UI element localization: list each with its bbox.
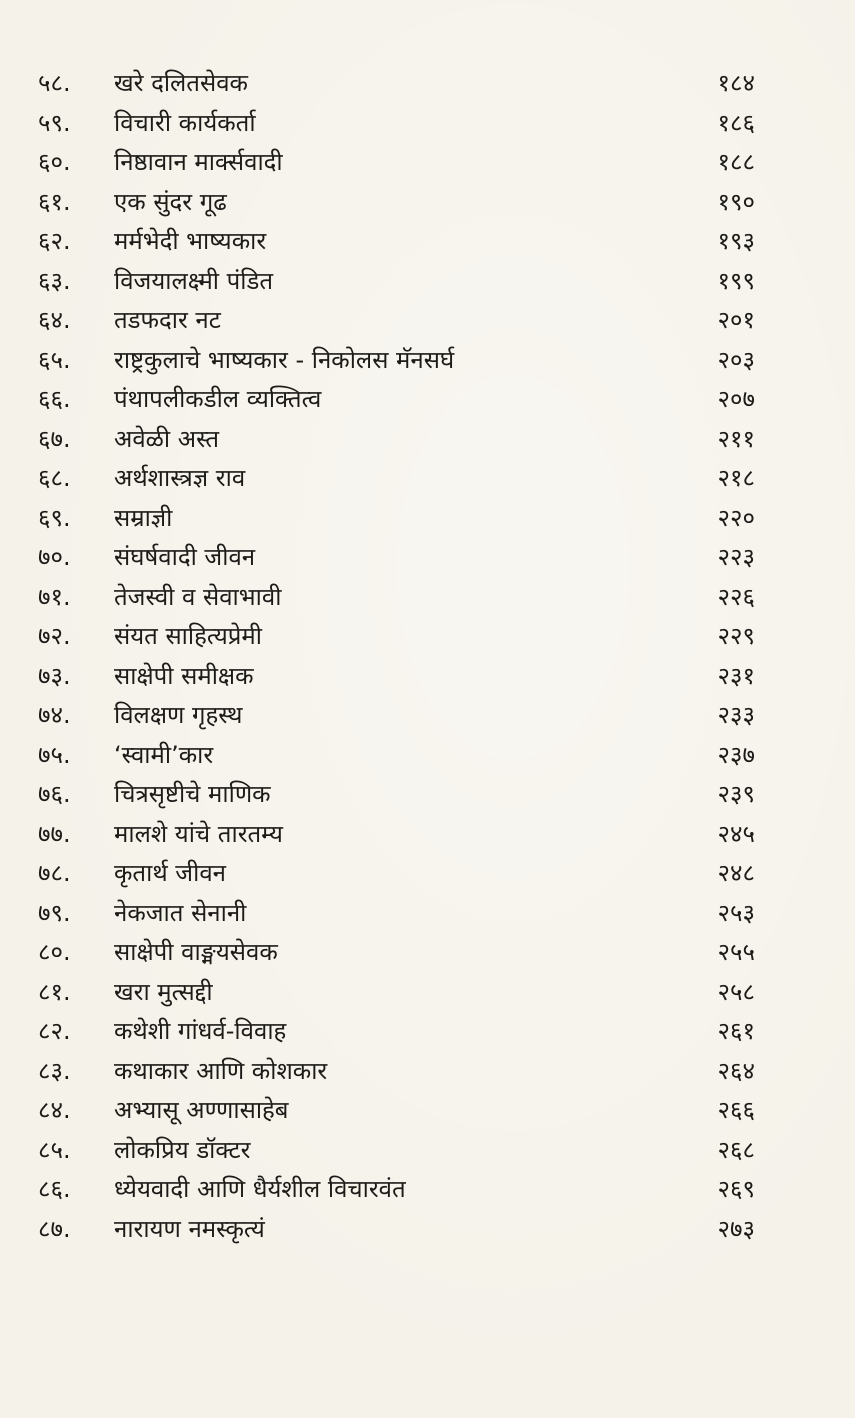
toc-entry xyxy=(0,973,855,1013)
entry-number: ६७. xyxy=(38,424,71,453)
entry-page-number: २०७ xyxy=(717,385,755,413)
entry-title: लोकप्रिय डॉक्टर xyxy=(114,1135,251,1164)
entry-title: चित्रसृष्टीचे माणिक xyxy=(114,780,271,808)
entry-title: खरे दलितसेवक xyxy=(114,69,248,97)
entry-page-number: २२९ xyxy=(717,622,755,650)
entry-number: ६९. xyxy=(38,503,71,532)
entry-title: कथेशी गांधर्व-विवाह xyxy=(114,1017,287,1045)
toc-entry xyxy=(0,1131,855,1171)
entry-page-number: २५३ xyxy=(717,898,755,927)
toc-entry xyxy=(0,736,855,776)
entry-number: ८७. xyxy=(38,1214,71,1243)
toc-entry xyxy=(0,538,855,578)
entry-page-number: २६१ xyxy=(717,1017,755,1045)
toc-entry xyxy=(0,183,855,223)
toc-entry xyxy=(0,1091,855,1131)
toc-entry xyxy=(0,143,855,183)
toc-entry xyxy=(0,1052,855,1092)
entry-number: ८३. xyxy=(38,1056,71,1085)
entry-title: पंथापलीकडील व्यक्तित्व xyxy=(114,385,322,413)
entry-number: ६१. xyxy=(38,187,71,216)
entry-title: ध्येयवादी आणि धैर्यशील विचारवंत xyxy=(114,1175,406,1203)
toc-entry xyxy=(0,933,855,973)
entry-page-number: २२६ xyxy=(717,582,755,611)
entry-page-number: १८८ xyxy=(717,148,755,176)
entry-title: साक्षेपी वाङ्मयसेवक xyxy=(114,938,278,966)
entry-page-number: २१८ xyxy=(717,464,755,492)
entry-number: ७६. xyxy=(38,780,71,808)
entry-number: ७४. xyxy=(38,701,71,729)
entry-page-number: २५८ xyxy=(717,977,755,1006)
toc-entry xyxy=(0,775,855,815)
entry-title: तडफदार नट xyxy=(114,306,221,334)
entry-number: ७२. xyxy=(38,622,71,650)
entry-title: साक्षेपी समीक्षक xyxy=(114,661,254,690)
entry-number: ७९. xyxy=(38,898,71,927)
entry-page-number: १९० xyxy=(717,187,755,216)
entry-number: ८४. xyxy=(38,1096,71,1124)
entry-number: ८१. xyxy=(38,977,71,1006)
toc-entry xyxy=(0,341,855,381)
toc-entry xyxy=(0,380,855,420)
entry-number: ५९. xyxy=(38,108,71,137)
entry-page-number: २२३ xyxy=(717,543,755,571)
entry-title: संघर्षवादी जीवन xyxy=(114,543,256,571)
entry-page-number: २६८ xyxy=(717,1135,755,1164)
entry-page-number: २०३ xyxy=(717,345,755,374)
entry-title: नेकजात सेनानी xyxy=(114,898,247,927)
entry-page-number: १९९ xyxy=(717,266,755,295)
entry-number: ७०. xyxy=(38,543,71,571)
entry-number: ६२. xyxy=(38,227,71,255)
toc-entry xyxy=(0,696,855,736)
entry-title: राष्ट्रकुलाचे भाष्यकार - निकोलस मॅनसर्घ xyxy=(114,345,455,374)
toc-entry xyxy=(0,1170,855,1210)
entry-page-number: २११ xyxy=(717,424,755,453)
entry-number: ७१. xyxy=(38,582,71,611)
entry-title: कृतार्थ जीवन xyxy=(114,859,226,887)
toc-entry xyxy=(0,657,855,697)
entry-number: ६३. xyxy=(38,266,71,295)
entry-number: ७८. xyxy=(38,859,71,887)
toc-entry xyxy=(0,262,855,302)
entry-title: संयत साहित्यप्रेमी xyxy=(114,622,262,650)
entry-title: विचारी कार्यकर्ता xyxy=(114,108,256,137)
entry-page-number: २२० xyxy=(717,503,755,532)
table-of-contents xyxy=(0,64,855,1249)
entry-number: ६०. xyxy=(38,148,71,176)
entry-page-number: २३३ xyxy=(717,701,755,729)
entry-number: ५८. xyxy=(38,69,71,97)
entry-number: ६५. xyxy=(38,345,71,374)
entry-title: अर्थशास्त्रज्ञ राव xyxy=(114,464,246,492)
entry-title: तेजस्वी व सेवाभावी xyxy=(114,582,282,611)
toc-entry xyxy=(0,301,855,341)
toc-entry xyxy=(0,104,855,144)
toc-entry xyxy=(0,854,855,894)
entry-number: ६६. xyxy=(38,385,71,413)
entry-title: ‘स्वामी’कार xyxy=(114,740,214,769)
toc-entry xyxy=(0,894,855,934)
entry-title: विजयालक्ष्मी पंडित xyxy=(114,266,274,295)
toc-entry xyxy=(0,1012,855,1052)
entry-page-number: २४५ xyxy=(717,819,755,848)
entry-title: मालशे यांचे तारतम्य xyxy=(114,819,283,848)
entry-page-number: २३१ xyxy=(717,661,755,690)
entry-title: निष्ठावान मार्क्सवादी xyxy=(114,148,283,176)
entry-number: ८६. xyxy=(38,1175,71,1203)
toc-entry xyxy=(0,617,855,657)
entry-number: ७५. xyxy=(38,740,71,769)
entry-page-number: २६९ xyxy=(717,1175,755,1203)
entry-title: कथाकार आणि कोशकार xyxy=(114,1056,328,1085)
entry-page-number: २७३ xyxy=(717,1214,755,1243)
toc-entry xyxy=(0,459,855,499)
entry-number: ६४. xyxy=(38,306,71,334)
entry-number: ७७. xyxy=(38,819,71,848)
toc-entry xyxy=(0,1210,855,1250)
entry-page-number: २५५ xyxy=(717,938,755,966)
entry-page-number: २४८ xyxy=(717,859,755,887)
entry-number: ८५. xyxy=(38,1135,71,1164)
entry-page-number: २०१ xyxy=(717,306,755,334)
toc-entry xyxy=(0,64,855,104)
toc-entry xyxy=(0,420,855,460)
entry-page-number: २३७ xyxy=(717,740,755,769)
toc-entry xyxy=(0,222,855,262)
entry-page-number: २३९ xyxy=(717,780,755,808)
entry-title: विलक्षण गृहस्थ xyxy=(114,701,243,729)
entry-title: अवेळी अस्त xyxy=(114,424,220,453)
entry-number: ६८. xyxy=(38,464,71,492)
entry-title: खरा मुत्सद्दी xyxy=(114,977,213,1006)
toc-entry xyxy=(0,815,855,855)
entry-page-number: २६६ xyxy=(717,1096,755,1124)
entry-page-number: १८४ xyxy=(717,69,755,97)
entry-number: ८२. xyxy=(38,1017,71,1045)
entry-title: अभ्यासू अण्णासाहेब xyxy=(114,1096,289,1124)
entry-title: सम्राज्ञी xyxy=(114,503,173,532)
entry-title: नारायण नमस्कृत्यं xyxy=(114,1214,265,1243)
entry-page-number: १९३ xyxy=(717,227,755,255)
toc-entry xyxy=(0,499,855,539)
entry-page-number: १८६ xyxy=(717,108,755,137)
entry-number: ७३. xyxy=(38,661,71,690)
entry-title: एक सुंदर गूढ xyxy=(114,187,227,216)
entry-page-number: २६४ xyxy=(717,1056,755,1085)
entry-number: ८०. xyxy=(38,938,71,966)
entry-title: मर्मभेदी भाष्यकार xyxy=(114,227,267,255)
toc-entry xyxy=(0,578,855,618)
